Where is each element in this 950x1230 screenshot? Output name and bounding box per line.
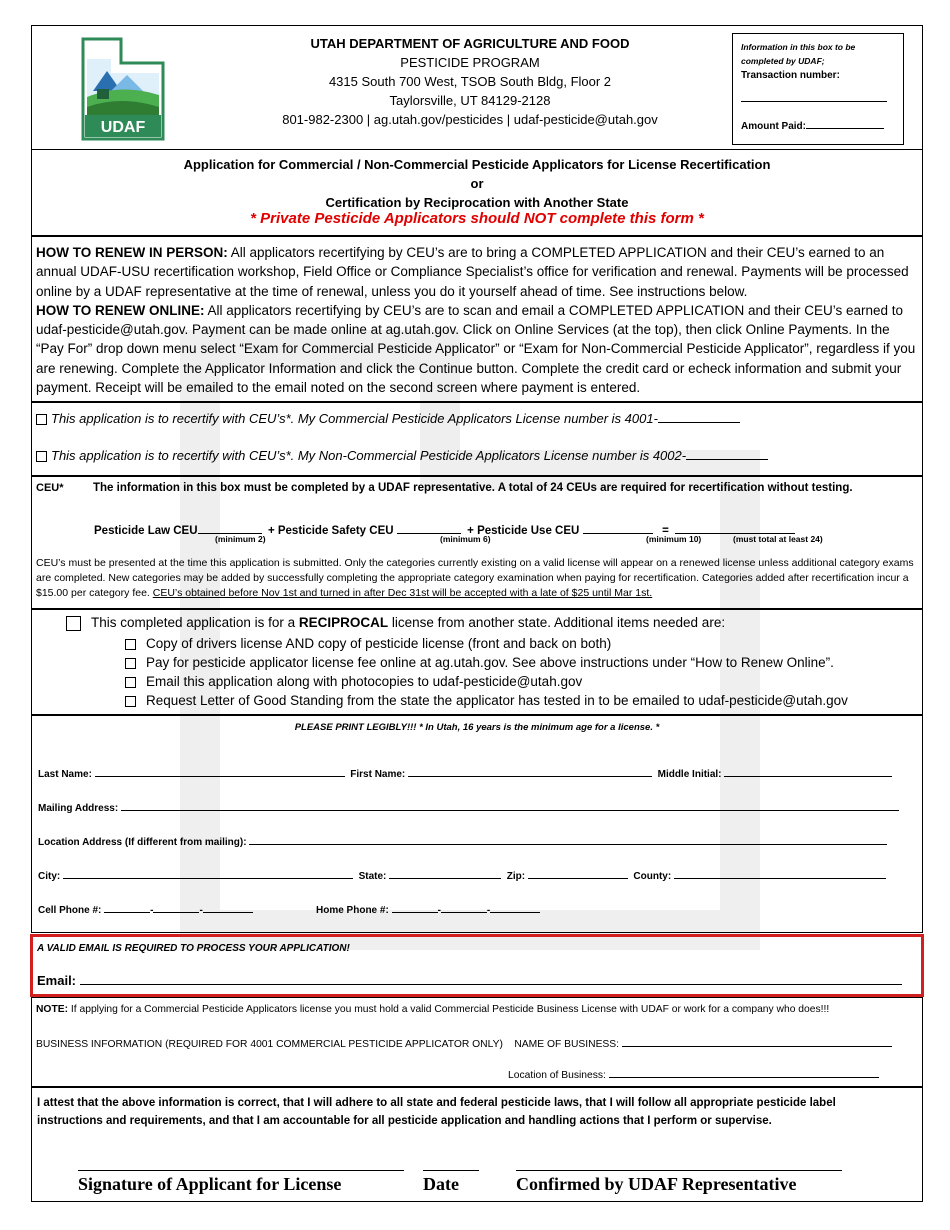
reciprocal-item-text: Email this application along with photocopies to udaf-pesticide@utah.gov — [146, 674, 583, 689]
reciprocal-item — [125, 672, 848, 691]
business-name-label: NAME OF BUSINESS: — [514, 1039, 620, 1050]
amount-paid-label: Amount Paid: — [741, 121, 806, 132]
email-required-note: A VALID EMAIL IS REQUIRED TO PROCESS YOUR APPLICATION! — [37, 943, 350, 954]
noncommercial-checkbox[interactable] — [36, 451, 47, 462]
attest-text: I attest that the above information is correct, that I will adhere to all state and federal pesticide laws, that I will follow all appropriate pesticide label instructions and requirements, and that I am accountable for all pesticide application and handling actions that I perform or supervise. — [37, 1097, 836, 1127]
online-label: HOW TO RENEW ONLINE: — [36, 302, 205, 318]
last-name-field[interactable] — [95, 764, 345, 777]
home-phone-field[interactable] — [392, 900, 438, 913]
zip-field[interactable] — [528, 866, 628, 879]
noncommercial-license-field[interactable] — [686, 447, 768, 460]
home-phone-field[interactable] — [490, 900, 540, 913]
reciprocal-intro-bold: RECIPROCAL — [298, 615, 389, 630]
cell-phone-field[interactable] — [153, 900, 199, 913]
plus-1: + — [267, 525, 275, 537]
reciprocal-item-checkbox[interactable] — [125, 696, 136, 707]
ceu-note: CEU’s must be presented at the time this application is submitted. Only the categories currently existing on a valid license will appear on a renewed license unless additional category exams are completed. New categories may be added by successfully completing the appropriate category examination when paying for recertification. Categories added after recertification incur a $15.00 per category fee. — [36, 557, 914, 599]
safety-ceu-field[interactable] — [397, 521, 461, 534]
city-field[interactable] — [63, 866, 353, 879]
last-name-label: Last Name: — [38, 769, 92, 780]
business-note-text: If applying for a Commercial Pesticide Applicators license you must hold a valid Commercial Pesticide Business License with UDAF or work for a company who does!!! — [68, 1004, 830, 1015]
email-label: Email: — [37, 973, 77, 988]
plus-2: + — [467, 525, 474, 537]
noncommercial-recertify-text: This application is to recertify with CEU’s*. My Non-Commercial Pesticide Applicators License number is 4002- — [51, 448, 687, 463]
print-legibly-note: PLEASE PRINT LEGIBLY!!! * In Utah, 16 years is the minimum age for a license. * — [294, 722, 660, 733]
equals-sign: = — [662, 525, 669, 537]
department-name: UTAH DEPARTMENT OF AGRICULTURE AND FOOD — [310, 36, 630, 51]
safety-min: (minimum 6) — [440, 534, 491, 544]
ceu-late-note: CEU’s obtained before Nov 1st and turned in after Dec 31st will be accepted with a late of $25 until Mar 1st. — [152, 587, 653, 599]
reciprocal-item-checkbox[interactable] — [125, 639, 136, 650]
mailing-address-field[interactable] — [121, 798, 899, 811]
online-text: All applicators recertifying by CEU’s are to scan and email a COMPLETED APPLICATION and their CEU’s earned to udaf-pesticide@utah.gov. Payment can be made online at ag.utah.gov. Click on Online Services (at the top), then click Online Payments. In the “Pay For” drop down menu select “Exam for Commercial Pesticide Applicator” or “Exam for Non-Commercial Pesticide Applicator”, regardless if you are renewing. Complete the Applicator Information and click the Continue button. Complete the credit card or echeck information and submit your payment. Receipt will be emailed to the email noted on the second screen where payment is entered. — [36, 302, 916, 396]
safety-ceu-label: Pesticide Safety CEU — [277, 525, 394, 537]
email-field[interactable] — [80, 970, 902, 985]
contact-line: 801-982-2300 | ag.utah.gov/pesticides | udaf-pesticide@utah.gov — [282, 112, 658, 127]
commercial-recertify-text: This application is to recertify with CEU’s*. My Commercial Pesticide Applicators License number is 4001- — [51, 411, 658, 426]
ceu-heading: The information in this box must be completed by a UDAF representative. A total of 24 CEUs are required for recertification without testing. — [93, 482, 853, 494]
title-line-2: or — [470, 176, 484, 191]
phone-separator: - — [486, 905, 491, 916]
business-location-field[interactable] — [609, 1065, 879, 1078]
mailing-address-label: Mailing Address: — [38, 803, 119, 814]
signature-line[interactable] — [78, 1170, 404, 1171]
commercial-checkbox[interactable] — [36, 414, 47, 425]
law-min: (minimum 2) — [215, 534, 266, 544]
title-line-1: Application for Commercial / Non-Commercial Pesticide Applicators for License Recertification — [183, 157, 771, 172]
office-note: Information in this box to be completed by UDAF; — [741, 42, 856, 66]
reciprocal-intro-pre: This completed application is for a — [91, 615, 299, 630]
county-label: County: — [633, 871, 672, 882]
law-ceu-field[interactable] — [198, 521, 262, 534]
signature-label: Signature of Applicant for License — [78, 1174, 342, 1194]
transaction-label: Transaction number: — [741, 70, 840, 81]
home-phone-label: Home Phone #: — [316, 905, 389, 916]
commercial-license-field[interactable] — [658, 410, 740, 423]
business-location-label: Location of Business: — [508, 1070, 606, 1081]
confirmed-label: Confirmed by UDAF Representative — [516, 1174, 797, 1194]
reciprocal-item-checkbox[interactable] — [125, 658, 136, 669]
reciprocal-item-text: Copy of drivers license AND copy of pesticide license (front and back on both) — [146, 636, 612, 651]
total-ceu-field[interactable] — [675, 521, 795, 534]
first-name-field[interactable] — [408, 764, 652, 777]
state-field[interactable] — [389, 866, 501, 879]
reciprocal-item-text: Request Letter of Good Standing from the state the applicator has tested in to be emailed to udaf-pesticide@utah.gov — [146, 693, 848, 708]
middle-initial-field[interactable] — [724, 764, 892, 777]
in-person-text: All applicators recertifying by CEU’s are to bring a COMPLETED APPLICATION and their CEU’s earned to an annual UDAF-USU recertification workshop, Field Office or Compliance Specialist’s office for verification and renewal. Payments will be processed online by a UDAF representative at the time of renewal, unless you do it yourself ahead of time. See instructions below. — [36, 245, 909, 299]
title-line-3: Certification by Reciprocation with Another State — [325, 195, 629, 210]
phone-separator: - — [437, 905, 441, 916]
location-address-label: Location Address (If different from mailing): — [38, 837, 247, 848]
private-warning: * Private Pesticide Applicators should NOT complete this form * — [250, 210, 704, 227]
confirmed-line[interactable] — [516, 1170, 842, 1171]
date-line[interactable] — [423, 1170, 479, 1171]
phone-separator: - — [150, 905, 154, 916]
office-use-box — [732, 33, 904, 145]
reciprocal-item — [125, 634, 848, 653]
amount-paid-field[interactable] — [806, 116, 884, 129]
business-note-label: NOTE: — [36, 1004, 69, 1015]
reciprocal-intro-post: license from another state. Additional items needed are: — [388, 615, 726, 630]
date-label: Date — [423, 1174, 459, 1194]
logo-text: UDAF — [100, 119, 146, 136]
location-address-field[interactable] — [249, 832, 887, 845]
county-field[interactable] — [674, 866, 886, 879]
total-min: (must total at least 24) — [733, 534, 823, 544]
reciprocal-checkbox[interactable] — [66, 616, 81, 631]
ceu-label: CEU* — [36, 482, 64, 494]
cell-phone-field[interactable] — [203, 900, 253, 913]
use-min: (minimum 10) — [646, 534, 702, 544]
city-label: City: — [38, 871, 61, 882]
cell-phone-label: Cell Phone #: — [38, 905, 102, 916]
address-line-2: Taylorsville, UT 84129-2128 — [389, 93, 551, 108]
udaf-logo-icon — [81, 37, 165, 141]
reciprocal-item-checkbox[interactable] — [125, 677, 136, 688]
business-name-field[interactable] — [622, 1034, 892, 1047]
first-name-label: First Name: — [350, 769, 406, 780]
in-person-label: HOW TO RENEW IN PERSON: — [36, 245, 228, 260]
zip-label: Zip: — [506, 871, 526, 882]
reciprocal-item — [125, 691, 848, 710]
program-name: PESTICIDE PROGRAM — [400, 55, 540, 70]
reciprocal-item-text: Pay for pesticide applicator license fee online at ag.utah.gov. See above instructions under “How to Renew Online”. — [146, 655, 834, 670]
use-ceu-field[interactable] — [583, 521, 653, 534]
phone-separator: - — [199, 905, 203, 916]
law-ceu-label: Pesticide Law CEU — [94, 525, 198, 537]
state-label: State: — [358, 871, 387, 882]
home-phone-field[interactable] — [441, 900, 487, 913]
transaction-field[interactable] — [741, 81, 887, 102]
address-line-1: 4315 South 700 West, TSOB South Bldg, Floor 2 — [328, 74, 612, 89]
cell-phone-field[interactable] — [104, 900, 150, 913]
use-ceu-label: Pesticide Use CEU — [477, 525, 580, 537]
reciprocal-item — [125, 653, 848, 672]
middle-initial-label: Middle Initial: — [657, 769, 722, 780]
business-info-label: BUSINESS INFORMATION (REQUIRED FOR 4001 COMMERCIAL PESTICIDE APPLICATOR ONLY) — [36, 1039, 503, 1050]
